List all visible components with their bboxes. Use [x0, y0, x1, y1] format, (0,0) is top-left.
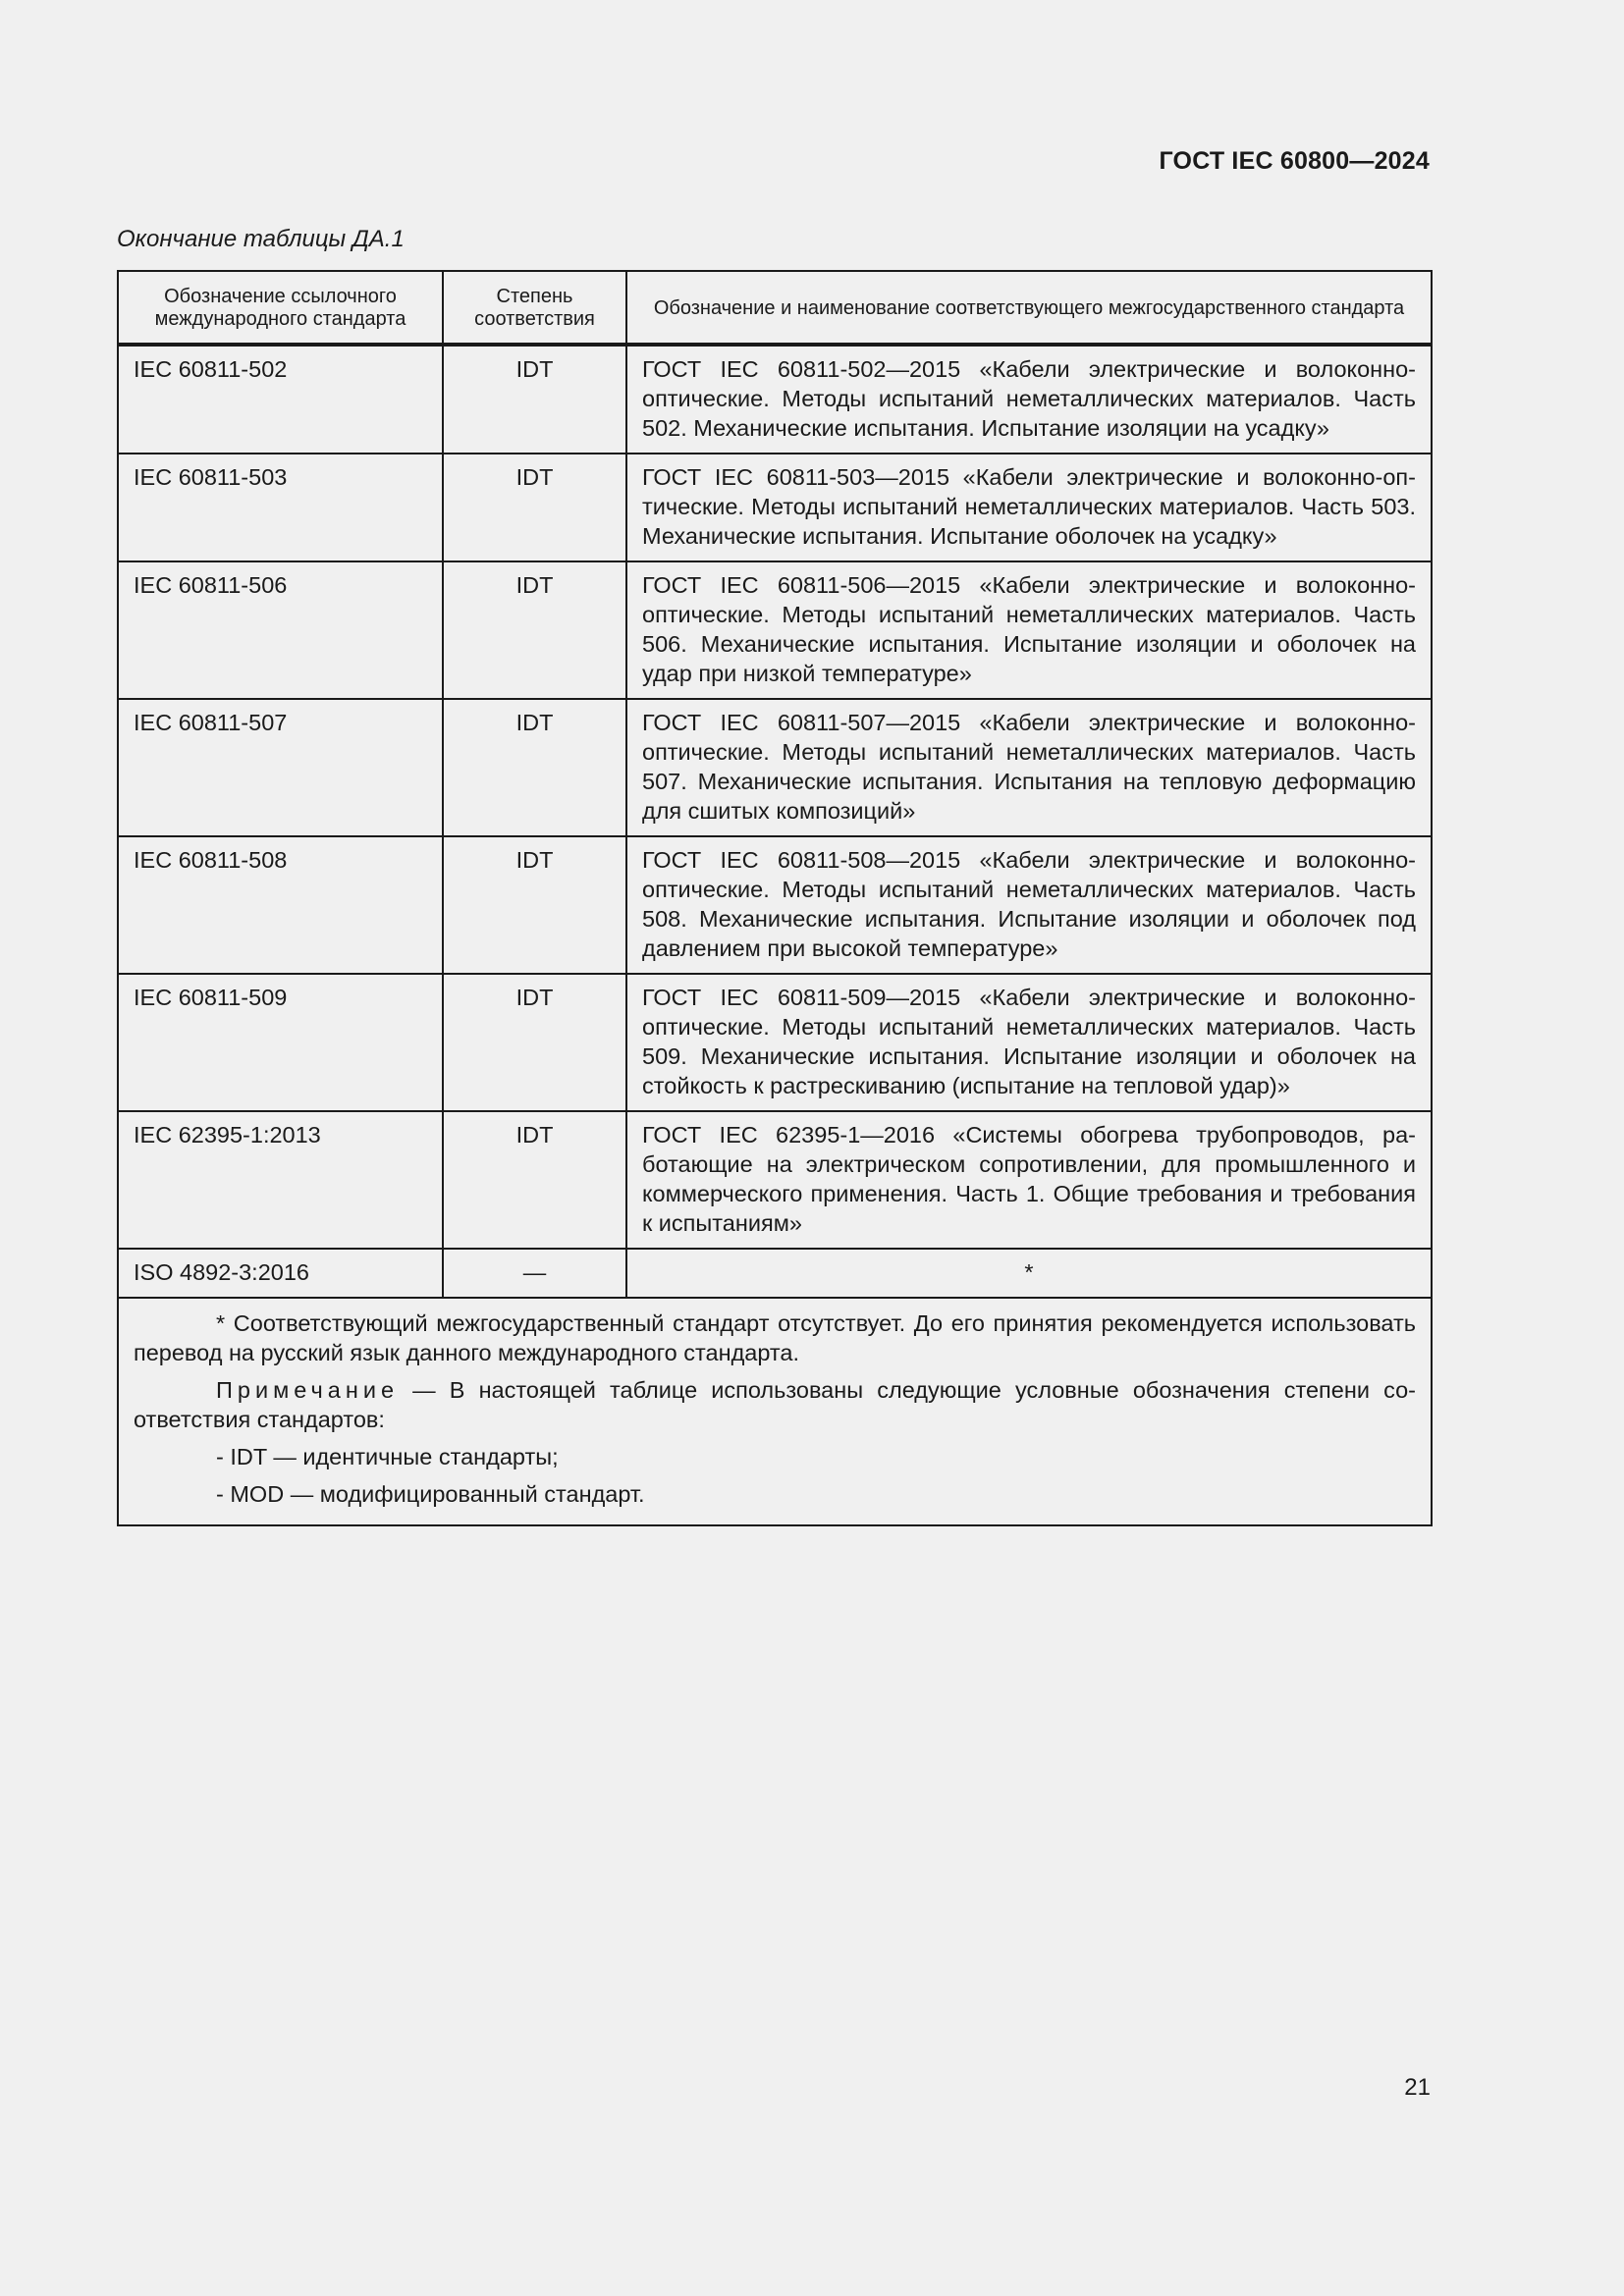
degree-cell: — [443, 1249, 626, 1298]
reference-standard-cell: IEC 60811-502 [118, 345, 443, 454]
table-row [118, 561, 1432, 699]
table-row [118, 974, 1432, 1111]
standards-correspondence-table [117, 270, 1433, 1526]
degree-cell: IDT [443, 345, 626, 454]
reference-standard-cell: ISO 4892-3:2016 [118, 1249, 443, 1298]
degree-cell: IDT [443, 836, 626, 974]
note-label: Примечание [216, 1377, 400, 1403]
table-caption: Окончание таблицы ДА.1 [117, 226, 405, 252]
table-row [118, 345, 1432, 454]
column-header-interstate-standard: Обозначение и наименование соответствующего межгосударственного стандарта [626, 271, 1432, 345]
reference-standard-cell: IEC 62395-1:2013 [118, 1111, 443, 1249]
table-row [118, 1111, 1432, 1249]
reference-standard-cell: IEC 60811-503 [118, 454, 443, 561]
column-header-degree: Степень соответствия [443, 271, 626, 345]
interstate-standard-cell: ГОСТ IEC 60811-502—2015 «Кабели электрические и волоконно-оптические. Методы испытаний неметаллических материалов. Часть 502. Механические испытания. Испытание изоляции на усадку» [626, 345, 1432, 454]
interstate-standard-cell: ГОСТ IEC 60811-506—2015 «Кабели электрические и волоконно-оптические. Методы испытаний неметаллических материалов. Часть 506. Механические испытания. Испытание изоляции и оболочек на удар при низкой температуре» [626, 561, 1432, 699]
note-paragraph [134, 1375, 1416, 1434]
note-list-item: - MOD — модифицированный стандарт. [216, 1481, 645, 1507]
table-header-row [118, 271, 1432, 345]
footnote-text: * Соответствующий межгосударственный стандарт отсутствует. До его принятия рекомендуется использовать перевод на русский язык данного международного стандарта. [134, 1310, 1416, 1365]
reference-standard-cell: IEC 60811-508 [118, 836, 443, 974]
interstate-standard-cell: ГОСТ IEC 62395-1—2016 «Системы обогрева трубопроводов, работающие на электрическом сопротивлении, для промышленного и коммерческого применения. Часть 1. Общие требования и требования к испытаниям» [626, 1111, 1432, 1249]
page-number: 21 [1404, 2074, 1431, 2101]
degree-cell: IDT [443, 1111, 626, 1249]
table-notes-row [118, 1298, 1432, 1525]
reference-standard-cell: IEC 60811-509 [118, 974, 443, 1111]
table-row [118, 699, 1432, 836]
table-notes-cell [118, 1298, 1432, 1525]
degree-cell: IDT [443, 699, 626, 836]
reference-standard-cell: IEC 60811-507 [118, 699, 443, 836]
interstate-standard-cell: * [626, 1249, 1432, 1298]
note-list-item: - IDT — идентичные стандарты; [216, 1444, 559, 1469]
reference-standard-cell: IEC 60811-506 [118, 561, 443, 699]
column-header-reference-standard: Обозначение ссылочного международного стандарта [118, 271, 443, 345]
interstate-standard-cell: ГОСТ IEC 60811-508—2015 «Кабели электрические и волоконно-оптические. Методы испытаний неметаллических материалов. Часть 508. Механические испытания. Испытание изоляции и оболочек под давлением при высокой температуре» [626, 836, 1432, 974]
table-row [118, 836, 1432, 974]
table-row [118, 1249, 1432, 1298]
interstate-standard-cell: ГОСТ IEC 60811-503—2015 «Кабели электрические и волоконно-оптические. Методы испытаний неметаллических материалов. Часть 503. Механические испытания. Испытание оболочек на усадку» [626, 454, 1432, 561]
table-row [118, 454, 1432, 561]
degree-cell: IDT [443, 974, 626, 1111]
document-header-id: ГОСТ IEC 60800—2024 [1159, 147, 1430, 175]
degree-cell: IDT [443, 454, 626, 561]
note-text: — В настоящей таблице использованы следующие условные обозначения степени соответствия стандартов: [134, 1377, 1416, 1432]
interstate-standard-cell: ГОСТ IEC 60811-509—2015 «Кабели электрические и волоконно-оптические. Методы испытаний неметаллических материалов. Часть 509. Механические испытания. Испытание изоляции и оболочек на стойкость к растрескиванию (испытание на тепловой удар)» [626, 974, 1432, 1111]
interstate-standard-cell: ГОСТ IEC 60811-507—2015 «Кабели электрические и волоконно-оптические. Методы испытаний неметаллических материалов. Часть 507. Механические испытания. Испытания на тепловую деформацию для сшитых композиций» [626, 699, 1432, 836]
degree-cell: IDT [443, 561, 626, 699]
